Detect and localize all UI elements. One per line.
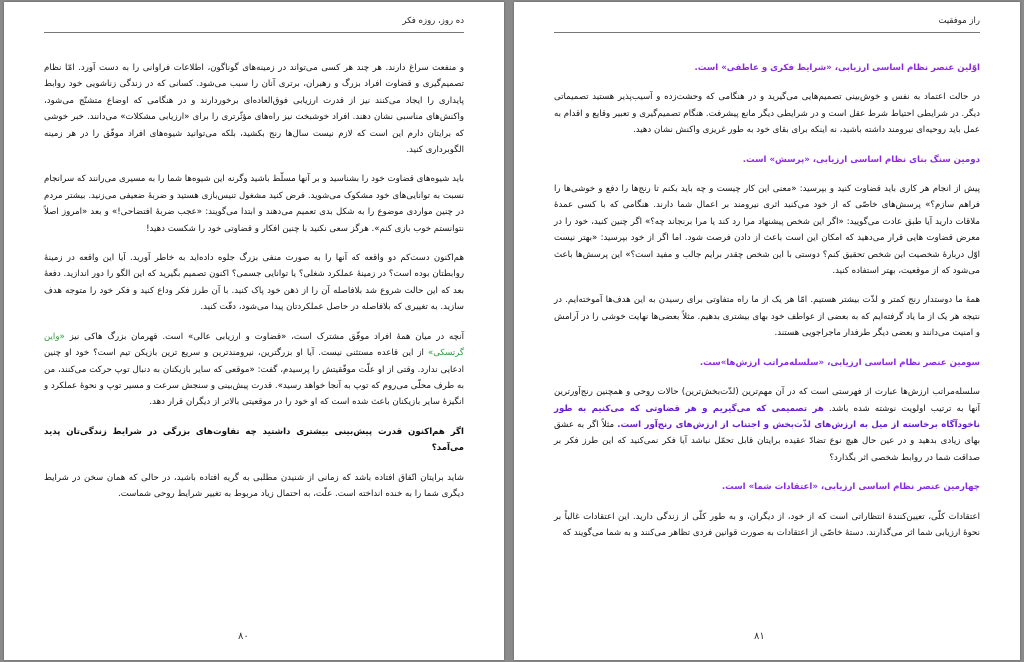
highlighted-text: هر تصمیمی که می‌گیریم و هر قضاوتی که می‌کنیم به طور ناخودآگاه برخاسته از میل به ارزش‌های لذّت‌بخش و اجتناب از ارزش‌های رنج‌آور است. [554, 403, 980, 430]
paragraph: باید شیوه‌های قضاوت خود را بشناسید و بر آنها مسلّط باشید وگرنه این شیوه‌ها شما را به مسیری می‌رانند که سرانجام نسبت به توانایی‌های خود مشکوک می‌شوید. فرض کنید مشغول تنیس‌بازی هستید و ضربهٔ ضعیفی می‌زنید. بیشتر مردم در چنین مواردی موضوع را به شکل بدی تعمیم می‌دهند و ابتدا می‌گویند: «عجب ضربهٔ افتضاحی!» و بعد «امروز اصلاً نتوانستم خوب بازی کنم». هرگز سعی نکنید با چنین افکار و قضاوتی خود را شکست دهید! [44, 174, 464, 234]
page-number: ۸۱ [754, 631, 765, 642]
header-divider [554, 32, 980, 33]
page-header: راز موفقیت [938, 16, 980, 26]
section-heading: اوّلین عنصر نظام اساسی ارزیابی، «شرایط فکری و عاطفی» است. [694, 63, 980, 73]
paragraph: و منفعت سراغ دارند. هر چند هر کسی می‌تواند در زمینه‌های گوناگون، اطلاعات فراوانی را به دست آورد. امّا نظام تصمیم‌گیری و قضاوت افراد بزرگ و رهبران، برتری آنان را سبب می‌شود. کسانی که در زندگی زناشویی خود روابط پایداری را ایجاد می‌کنند نیز از قدرت ارزیابی فوق‌العاده‌ای برخوردارند و در هنگامی که اوضاع متشنّج می‌شود، واکنش‌های مناسبی نشان دهند. افراد خوشبخت نیز راه‌های مؤثّرتری را برای «ارزیابی مشکلات» می‌دانند. خبر خوشی که برایتان دارم این است که لازم نیست سال‌ها رنج بکشید، بلکه می‌توانید شیوه‌های افراد موفّق را در هر زمینه الگوبرداری کنید. [44, 63, 464, 156]
section-heading: سومین عنصر نظام اساسی ارزیابی، «سلسله‌مراتب ارزش‌ها»ست. [699, 357, 980, 368]
paragraph-text: آنچه در میان همهٔ افراد موفّق مشترک است، «قضاوت و ارزیابی عالی» است. قهرمان بزرگ هاکی نیز [64, 331, 464, 342]
section-heading: چهارمین عنصر نظام اساسی ارزیابی، «اعتقادات شما» است. [721, 482, 980, 493]
page-header: ده روز، روزه فکر [402, 16, 464, 26]
page-number: ۸۰ [238, 631, 249, 642]
paragraph-text: سلسله‌مراتب ارزش‌ها عبارت از فهرستی است که در آن مهم‌ترین (لذّت‌بخش‌ترین) حالات روحی و همچنین رنج‌آورترین آنها به ترتیب اولویت نوشته شده باشد. [554, 387, 980, 414]
paragraph: در حالت اعتماد به نفس و خوش‌بینی تصمیم‌هایی می‌گیرید و در هنگامی که وحشت‌زده و آسیب‌پذیر هستید تصمیماتی دیگر. در شرایطی احتیاط شرط عقل است و در شرایطی دیگر مانع پیشرفت. هنگام تصمیم‌گیری و تعبیر وقایع و اقدام به عمل باید روحیه‌ای نیرومند داشته باشید، نه اینکه برای بقای خود به طور غریزی واکنش نشان دهید. [554, 92, 980, 136]
right-page [514, 2, 1020, 660]
paragraph: پیش از انجام هر کاری باید قضاوت کنید و بپرسید: «معنی این کار چیست و چه باید بکنم تا رنج‌ها را دفع و خوشی‌ها را فراهم سازم؟» پرسش‌های خاصّی که از خود می‌کنید اثری نیرومند بر اعمال شما دارند. هنگامی که با کسی عمدهٔ ملاقات دارید آیا طبق عادت می‌گویید: «اگر این شخص پیشنهاد مرا رد کند یا مرا برنجاند چه؟» اگر چنین کنید، خود را در معرض قضاوت هایی قرار می‌دهید که امکان این است باعث از دادن فرصت شود. اما اگر از خود بپرسید: «بهتر نیست اوّل دربارهٔ شخصیت این شخص تحقیق کنم؟ دوستی با این شخص چقدر برایم جالب و مفید است؟» این پرسش‌ها باعث می‌شود که از موقعیت، بهتر استفاده کنید. [554, 184, 980, 277]
paragraph [44, 329, 464, 411]
paragraph: همهٔ ما دوستدار رنج کمتر و لذّت بیشتر هستیم. امّا هر یک از ما راه متفاوتی برای رسیدن به این هدف‌ها آموخته‌ایم. در نتیجه هر یک از ما یاد گرفته‌ایم که به بعضی از عواطف خود بهای بیشتری بدهیم. مثلاً بعضی‌ها نهایت خوشی را در آرامش و امنیت می‌دانند و بعضی دیگر طرفدار ماجراجویی هستند. [554, 295, 980, 339]
person-name: «واین گرتسکی» [44, 331, 464, 359]
section-heading: دومین سنگ بنای نظام اساسی ارزیابی، «پرسش» است. [742, 154, 980, 165]
page-body [44, 60, 464, 515]
paragraph-text: از این قاعده مستثنی نیست. آیا او بزرگترین، نیرومندترین و سریع ترین بازیکن تیم است؟ خود او چنین ادعایی ندارد. وقتی از او علّت موفّقیتش را پرسیدم، گفت: «موقعی که سایر بازیکنان به دنبال توپ حرکت می‌کنند، من به طرف محلّی می‌روم که توپ به آنجا خواهد رسید». قدرت پیش‌بینی و سنجش سرعت و مسیر توپ و نحوهٔ عملکرد و انگیزهٔ سایر بازیکنان باعث شده است که او خود را در موقعیتی بالاتر از دیگران قرار دهد. [44, 348, 464, 408]
paragraph-text: مثلاً اگر به عشق بهای زیادی بدهید و در عین حال هیچ نوع تضادّ عقیده برایتان قابل تحمّل نباشد آیا فکر نمی‌کنید که این طرز فکر بر صداقت شما در روابط شخصی اثر بگذارد؟ [554, 419, 980, 463]
paragraph: شاید برایتان اتّفاق افتاده باشد که زمانی از شنیدن مطلبی به گریه افتاده باشید، در حالی که همان سخن در شرایط دیگری شما را به خنده انداخته است. علّت، به احتمال زیاد مربوط به تغییر شرایط روحی شماست. [44, 472, 464, 499]
left-page [4, 2, 504, 660]
paragraph: اعتقادات کلّی، تعیین‌کنندهٔ انتظاراتی است که از خود، از دیگران، و به طور کلّی از زندگی دارید. این اعتقادات غالباً بر نحوهٔ ارزیابی شما اثر می‌گذارند. دستهٔ خاصّی از اعتقادات به صورت قوانین فردی تظاهر می‌کنند و به شما می‌گویند که [554, 511, 980, 538]
header-divider [44, 32, 464, 33]
page-body [554, 60, 980, 554]
paragraph: هم‌اکنون دست‌کم دو واقعه که آنها را به صورت منفی بزرگ جلوه داده‌اید به خاطر آورید. آیا این واقعه در زمینهٔ روابطتان بوده است؟ در زمینهٔ عملکرد شغلی؟ یا توانایی جسمی؟ اکنون تصمیم بگیرید که این الگو را دور اندازید. دفعهٔ بعد که این حالت شروع شد بلافاصله آن را از ذهن خود پاک کنید. با آن طرز فکر وداع کنید و فکر خود را متوجه هدف سازید. به تغییری که بلافاصله در حاصل عملکردتان پیدا می‌شود، دقّت کنید. [44, 253, 464, 313]
question-paragraph: اگر هم‌اکنون قدرت پیش‌بینی بیشتری داشتید چه تفاوت‌های بزرگی در شرایط زندگی‌تان پدید می‌آمد؟ [44, 426, 464, 454]
paragraph [554, 384, 980, 466]
